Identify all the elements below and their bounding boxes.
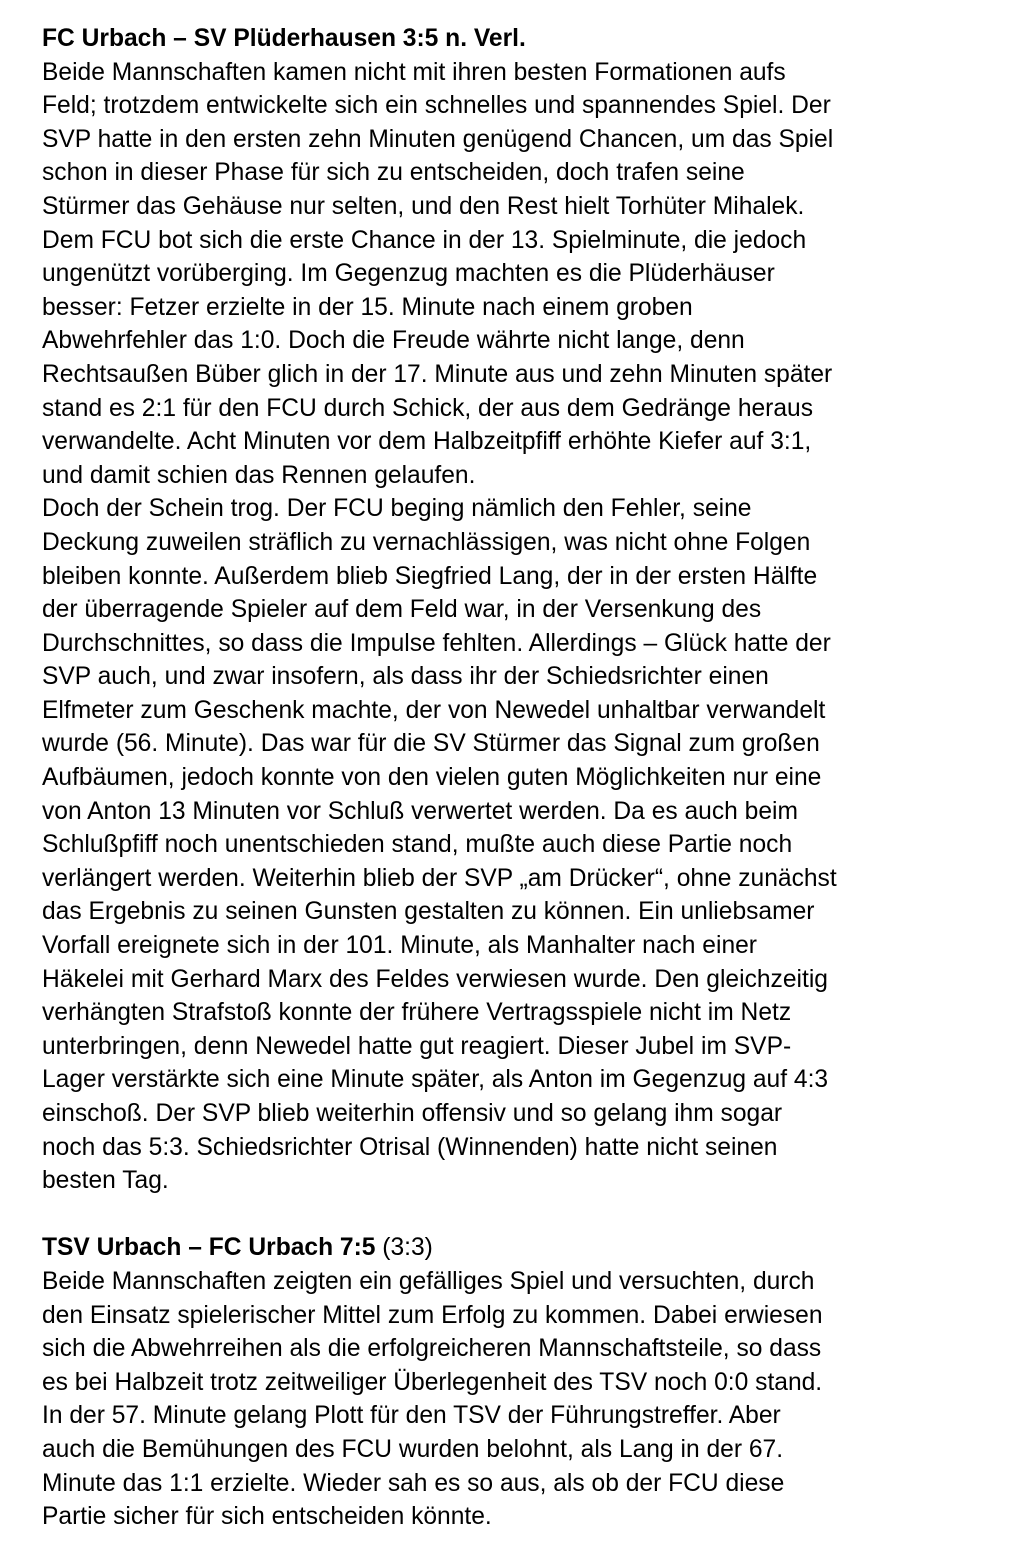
article-paragraph: Beide Mannschaften zeigten ein gefälliges Spiel und versuchten, durch den Einsatz spielerischer Mittel zum Erfolg zu kommen. Dabei erwiesen sich die Abwehrreihen als die erfolgreicheren Mannschaftsteile, so dass es bei Halbzeit trotz zeitweiliger Überlegenheit des TSV noch 0:0 stand. In der 57. Minute gelang Plott für den TSV der Führungstreffer. Aber auch die Bemühungen des FCU wurden belohnt, als Lang in der 67. Minute das 1:1 erzielte. Wieder sah es so aus, als ob der FCU diese Partie sicher für sich entscheiden könnte. [42,1267,823,1531]
article-headline [42,1231,1002,1265]
article-paragraph: Doch der Schein trog. Der FCU beging nämlich den Fehler, seine Deckung zuweilen sträflich zu vernachlässigen, was nicht ohne Folgen bleiben konnte. Außerdem blieb Siegfried Lang, der in der ersten Hälfte der überragende Spieler auf dem Feld war, in der Versenkung des Durchschnittes, so dass die Impulse fehlten. Allerdings – Glück hatte der SVP auch, und zwar insofern, als dass ihr der Schiedsrichter einen Elfmeter zum Geschenk machte, der von Newedel unhaltbar verwandelt wurde (56. Minute). Das war für die SV Stürmer das Signal zum großen Aufbäumen, jedoch konnte von den vielen guten Möglichkeiten nur eine von Anton 13 Minuten vor Schluß verwertet werden. Da es auch beim Schlußpfiff noch unentschieden stand, mußte auch diese Partie noch verlängert werden. Weiterhin blieb der SVP „am Drücker“, ohne zunächst das Ergebnis zu seinen Gunsten gestalten zu können. Ein unliebsamer Vorfall ereignete sich in der 101. Minute, als Manhalter nach einer Häkelei mit Gerhard Marx des Feldes verwiesen wurde. Den gleichzeitig verhängten Strafstoß konnte der frühere Vertragsspiele nicht im Netz unterbringen, denn Newedel hatte gut reagiert. Dieser Jubel im SVP- Lager verstärkte sich eine Minute später, als Anton im Gegenzug auf 4:3 einschoß. Der SVP blieb weiterhin offensiv und so gelang ihm sogar noch das 5:3. Schiedsrichter Otrisal (Winnenden) hatte nicht seinen besten Tag. [42,495,837,1195]
headline-title: TSV Urbach – FC Urbach 7:5 [42,1234,376,1262]
headline-suffix: (3:3) [375,1234,433,1262]
article-paragraph: Beide Mannschaften kamen nicht mit ihren besten Formationen aufs Feld; trotzdem entwickelte sich ein schnelles und spannendes Spiel. Der SVP hatte in den ersten zehn Minuten genügend Chancen, um das Spiel schon in dieser Phase für sich zu entscheiden, doch trafen seine Stürmer das Gehäuse nur selten, und den Rest hielt Torhüter Mihalek. Dem FCU bot sich die erste Chance in der 13. Spielminute, die jedoch ungenützt vorüberging. Im Gegenzug machten es die Plüderhäuser besser: Fetzer erzielte in der 15. Minute nach einem groben Abwehrfehler das 1:0. Doch die Freude währte nicht lange, denn Rechtsaußen Büber glich in der 17. Minute aus und zehn Minuten später stand es 2:1 für den FCU durch Schick, der aus dem Gedränge heraus verwandelte. Acht Minuten vor dem Halbzeitpfiff erhöhte Kiefer auf 3:1, und damit schien das Rennen gelaufen. [42,58,834,489]
match-report-fcu-svp [42,22,1002,1198]
headline-title: FC Urbach – SV Plüderhausen 3:5 n. Verl. [42,25,526,52]
match-report-tsv-fcu [42,1231,1002,1533]
article-headline [42,22,1002,56]
document-page [42,22,1002,1534]
